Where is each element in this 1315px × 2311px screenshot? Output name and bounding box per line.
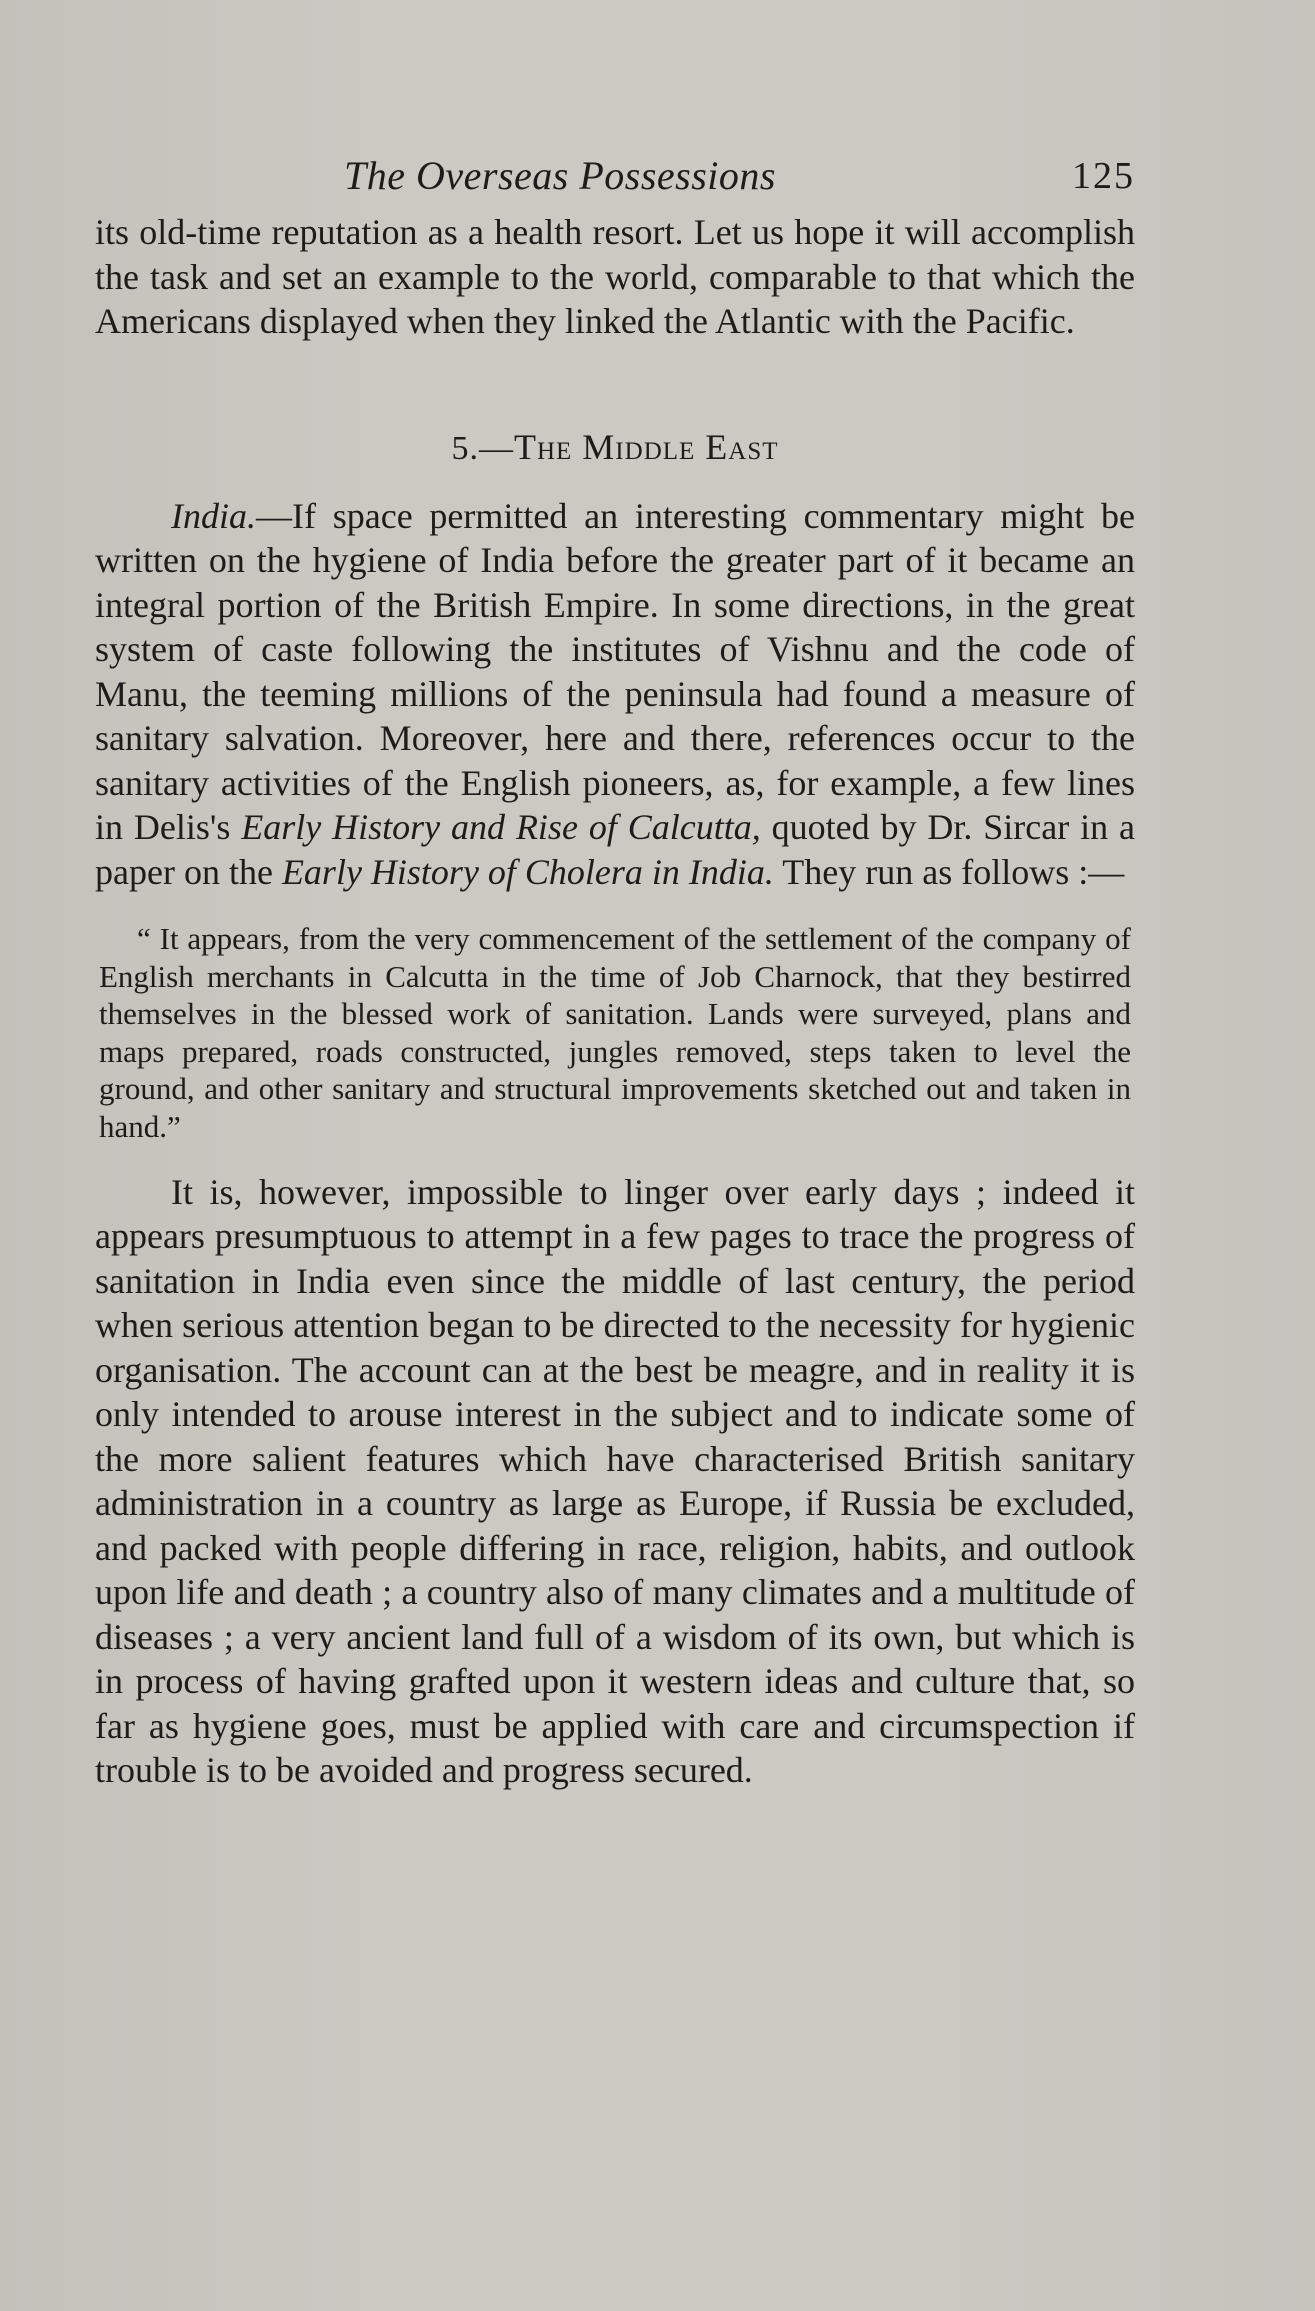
running-title: The Overseas Possessions [344,153,776,198]
paragraph-early-days: It is, however, impossible to linger over early days ; indeed it appears presumptuous to attempt in a few pages to trace the progress of sanitation in India even since the middle of last century, the period when serious attention began to be directed to the necessity for hygienic organisation. The account can at the best be meagre, and in reality it is only intended to arouse interest in the subject and to indicate some of the more salient features which have characterised British sanitary administration in a country as large as Europe, if Russia be excluded, and packed with people differing in race, religion, habits, and outlook upon life and death ; a country also of many climates and a multitude of diseases ; a very ancient land full of a wisdom of its own, but which is in process of having grafted upon it western ideas and culture that, so far as hygiene goes, must be applied with care and circumspection if trouble is to be avoided and progress secured. [95,1171,1135,1791]
quotation-text: “ It appears, from the very commencement of the settlement of the company of English merchants in Calcutta in the time of Job Charnock, that they bestirred themselves in the blessed work of sanitation. Lands were surveyed, plans and maps prepared, roads constructed, jungles removed, steps taken to level the ground, and other sanitary and structural improvements sketched out and taken in hand.” [99,921,1131,1144]
section-title: The Middle East [513,426,779,467]
paragraph-india [95,494,1135,895]
book-title: Early History of Cholera in India. [281,851,774,892]
continued-paragraph: its old-time reputation as a health resort. Let us hope it will accomplish the task and set an example to the world, comparable to that which the Americans displayed when they linked the Atlantic with the Pacific. [95,212,1135,341]
book-title: Early History and Rise of Calcutta, [241,807,761,847]
block-quotation [95,920,1135,1146]
paragraph-text: —If space permitted an interesting commentary might be written on the hygiene of India before the greater part of it became an integral portion of the British Empire. In some directions, in the great system of caste following the institutes of Vishnu and the code of Manu, the teeming millions of the peninsula had found a measure of sanitary salvation. Moreover, here and there, references occur to the sanitary activities of the English pioneers, as, for example, a few lines in Delis's [95,495,1135,847]
section-heading [95,426,1135,468]
running-head [95,148,1135,206]
paragraph-lead: India. [171,495,256,536]
paragraph-text: They run as follows :— [773,851,1125,892]
paragraph-text: quoted by Dr. Sircar in a paper on the [95,807,1135,892]
book-page [95,148,1135,1793]
section-number: 5.— [451,429,514,467]
page-number: 125 [1072,155,1135,197]
